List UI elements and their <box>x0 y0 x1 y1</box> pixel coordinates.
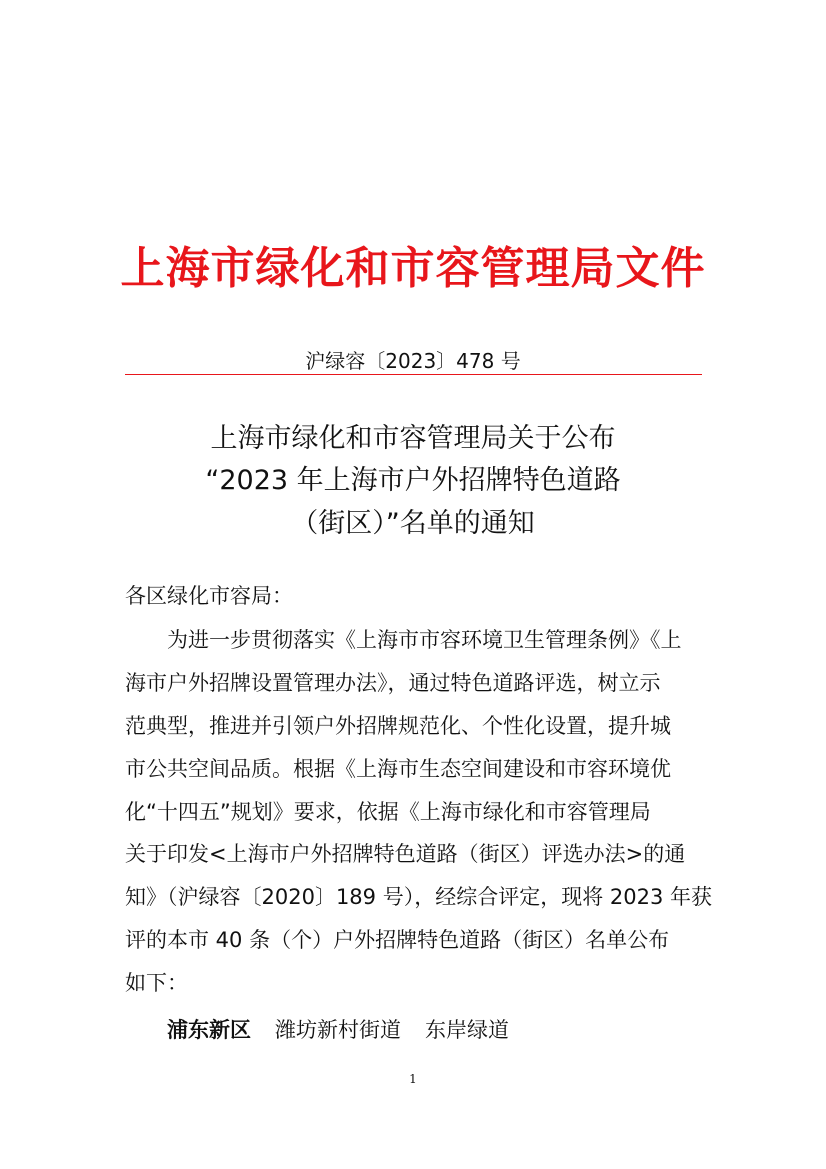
body-line: 为进一步贯彻落实《上海市市容环境卫生管理条例》《上 <box>125 628 682 652</box>
document-number: 沪绿容〔2023〕478 号 <box>305 349 521 373</box>
salutation: 各区绿化市容局： <box>125 584 293 608</box>
heading-line-2: “2023 年上海市户外招牌特色道路 <box>205 465 621 496</box>
document-title: 上海市绿化和市容管理局文件 <box>120 243 706 294</box>
page-number: 1 <box>409 1072 417 1086</box>
body-line: 如下： <box>125 971 188 995</box>
street-name: 东岸绿道 <box>425 1018 509 1042</box>
red-divider <box>125 374 702 375</box>
body-line: 化“十四五”规划》要求，依据《上海市绿化和市容管理局 <box>125 800 651 824</box>
heading-line-1: 上海市绿化和市容管理局关于公布 <box>210 423 616 454</box>
body-line: 范典型，推进并引领户外招牌规范化、个性化设置，提升城 <box>125 714 671 738</box>
body-line: 关于印发<上海市户外招牌特色道路（街区）评选办法>的通 <box>125 842 686 866</box>
body-line: 市公共空间品质。根据《上海市生态空间建设和市容环境优 <box>125 757 671 781</box>
body-line: 知》（沪绿容〔2020〕189 号），经综合评定，现将 2023 年获 <box>125 885 712 909</box>
body-line: 评的本市 40 条（个）户外招牌特色道路（街区）名单公布 <box>125 928 670 952</box>
body-line: 海市户外招牌设置管理办法》，通过特色道路评选，树立示 <box>125 671 661 695</box>
heading-line-3: （街区）”名单的通知 <box>291 508 535 539</box>
district-name: 浦东新区 <box>167 1018 251 1042</box>
list-item <box>167 1014 509 1044</box>
street-name: 潍坊新村街道 <box>275 1018 401 1042</box>
